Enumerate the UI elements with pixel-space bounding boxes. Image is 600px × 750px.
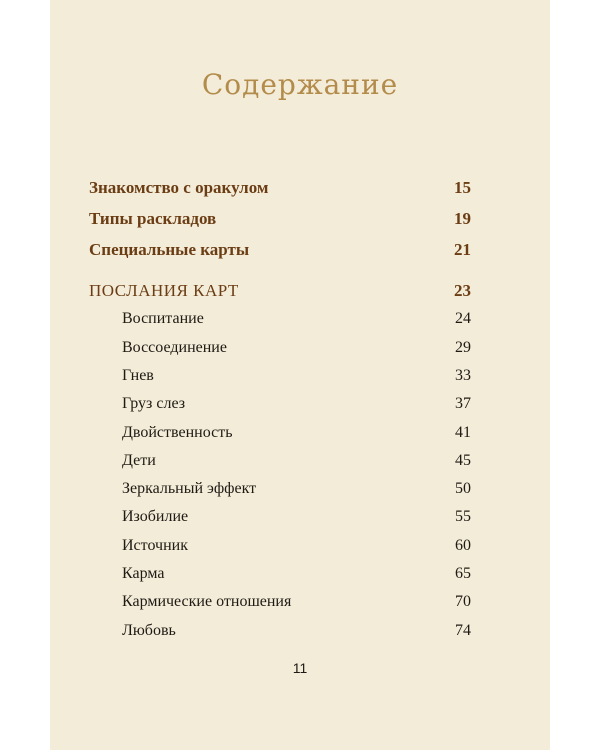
- toc-subentry-page: 33: [455, 367, 471, 384]
- toc-subentry-page: 60: [455, 537, 471, 554]
- toc-entry-page: 21: [454, 240, 471, 259]
- toc-subentry-page: 70: [455, 593, 471, 610]
- toc-subentry[interactable]: [122, 307, 471, 331]
- toc-entry-label: Специальные карты: [89, 240, 250, 259]
- toc-subentry[interactable]: [122, 449, 471, 473]
- page-number: 11: [292, 660, 308, 676]
- toc-subentry-page: 55: [455, 508, 471, 525]
- toc-subentry[interactable]: [122, 421, 471, 445]
- toc-subentry[interactable]: [122, 336, 471, 360]
- toc-section-label: ПОСЛАНИЯ КАРТ: [89, 281, 239, 300]
- toc-entry-page: 15: [454, 178, 471, 197]
- toc-subentry-label: Груз слез: [122, 395, 186, 412]
- toc-entry[interactable]: [89, 207, 471, 231]
- toc-section-page: 23: [454, 281, 471, 300]
- toc-subentry-page: 45: [455, 452, 471, 469]
- toc-subentry-label: Воссоединение: [122, 339, 227, 356]
- toc-subentry[interactable]: [122, 590, 471, 614]
- toc-entry-label: Знакомство с оракулом: [89, 178, 269, 197]
- toc-subentry-label: Зеркальный эффект: [122, 480, 257, 497]
- toc-subentry[interactable]: [122, 562, 471, 586]
- toc-subentry-page: 41: [455, 424, 471, 441]
- toc-subentry-page: 65: [455, 565, 471, 582]
- toc-subentry[interactable]: [122, 477, 471, 501]
- toc-subentry-label: Изобилие: [122, 508, 189, 525]
- toc-subentry-label: Кармические отношения: [122, 593, 292, 610]
- book-page: [50, 0, 550, 750]
- toc-subentry[interactable]: [122, 392, 471, 416]
- toc-subentry-label: Воспитание: [122, 310, 204, 327]
- page-title: Содержание: [201, 68, 399, 101]
- toc-subentry-label: Дети: [122, 452, 156, 469]
- toc-subentry-page: 29: [455, 339, 471, 356]
- toc-entry-label: Типы раскладов: [89, 209, 217, 228]
- toc-entry[interactable]: [89, 176, 471, 200]
- toc-subentry[interactable]: [122, 364, 471, 388]
- toc-subentry[interactable]: [122, 505, 471, 529]
- toc-section-heading[interactable]: [89, 279, 471, 303]
- toc-subentry[interactable]: [122, 534, 471, 558]
- toc-subentry-label: Гнев: [122, 367, 154, 384]
- toc-entry-page: 19: [454, 209, 471, 228]
- toc-subentry-label: Карма: [122, 565, 165, 582]
- toc-subentry[interactable]: [122, 619, 471, 643]
- toc-subentry-page: 24: [455, 310, 471, 327]
- toc-entry[interactable]: [89, 238, 471, 262]
- toc-subentry-page: 50: [455, 480, 471, 497]
- toc-subentry-label: Любовь: [122, 622, 176, 639]
- toc-subentry-label: Источник: [122, 537, 188, 554]
- toc-subentry-page: 37: [455, 395, 471, 412]
- toc-subentry-page: 74: [455, 622, 471, 639]
- toc-subentry-label: Двойственность: [122, 424, 233, 441]
